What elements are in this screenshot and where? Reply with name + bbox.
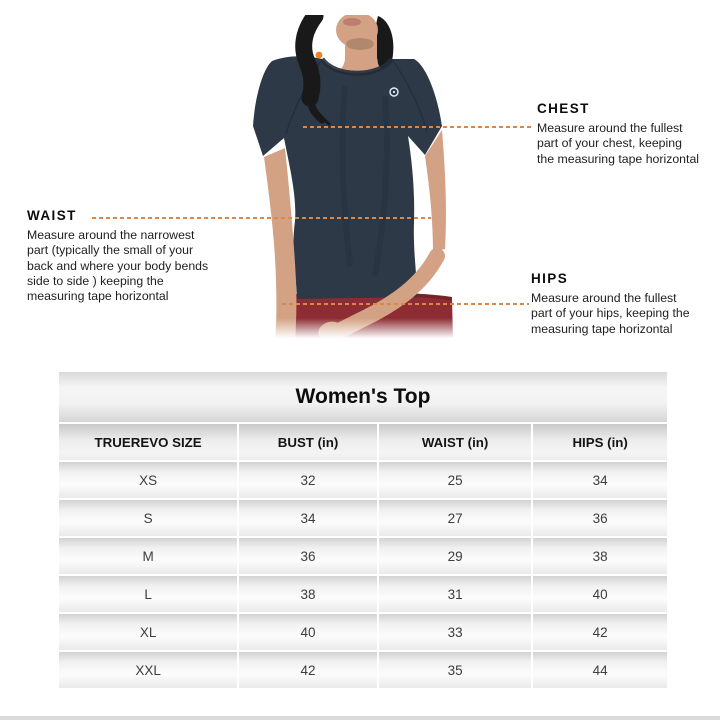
model-figure-graphic [225,6,465,342]
hips-description-line: measuring tape horizontal [531,321,673,336]
cell-bust: 38 [239,576,377,612]
cell-size: L [59,576,237,612]
cell-hips: 44 [533,652,667,688]
cell-bust: 32 [239,462,377,498]
cell-bust: 42 [239,652,377,688]
chest-callout [537,101,715,167]
chin-shadow [346,38,374,50]
chest-description-line: Measure around the fullest [537,121,683,135]
column-header-size: TRUEREVO SIZE [59,424,237,460]
cell-size: S [59,500,237,536]
cell-waist: 33 [379,614,531,650]
cell-hips: 38 [533,538,667,574]
cell-size: XXL [59,652,237,688]
column-header-bust: BUST (in) [239,424,377,460]
cell-waist: 35 [379,652,531,688]
cell-size: XL [59,614,237,650]
waist-description-line: measuring tape horizontal [27,289,169,304]
hips-label: HIPS [531,271,569,286]
cell-waist: 29 [379,538,531,574]
model-photo [225,6,465,342]
chest-description-line: part of your chest, keeping [537,136,682,151]
hips-leader-line [282,303,529,305]
cell-waist: 27 [379,500,531,536]
cell-size: XS [59,462,237,498]
column-header-hips: HIPS (in) [533,424,667,460]
cell-size: M [59,538,237,574]
photo-top-crop [225,6,465,15]
waist-description-line: part (typically the small of your [27,243,194,258]
chest-label: CHEST [537,101,590,116]
page-bottom-edge [0,716,720,720]
cell-bust: 36 [239,538,377,574]
waist-description-line: back and where your body bends [27,258,209,273]
waist-label: WAIST [27,208,77,223]
column-header-waist: WAIST (in) [379,424,531,460]
size-chart-table [59,372,667,688]
waist-description-line: Measure around the narrowest [27,228,195,242]
table-title: Women's Top [59,372,667,422]
cell-bust: 34 [239,500,377,536]
brand-logo-dot [393,91,395,93]
cell-bust: 40 [239,614,377,650]
hips-description-line: part of your hips, keeping the [531,306,690,321]
hips-description-line: Measure around the fullest [531,291,677,305]
cell-hips: 34 [533,462,667,498]
braid-hair [304,16,315,98]
cell-waist: 31 [379,576,531,612]
hair-tie [316,52,323,59]
photo-bottom-fade [225,318,465,342]
waist-callout [27,208,232,304]
left-arm [264,148,296,342]
chest-description-line: the measuring tape horizontal [537,151,700,166]
cell-hips: 40 [533,576,667,612]
chest-leader-line [303,126,534,128]
waist-description-line: side to side ) keeping the [27,273,164,288]
lips [343,18,361,26]
table-grid [59,424,667,688]
cell-waist: 25 [379,462,531,498]
hips-callout [531,271,709,337]
cell-hips: 36 [533,500,667,536]
cell-hips: 42 [533,614,667,650]
